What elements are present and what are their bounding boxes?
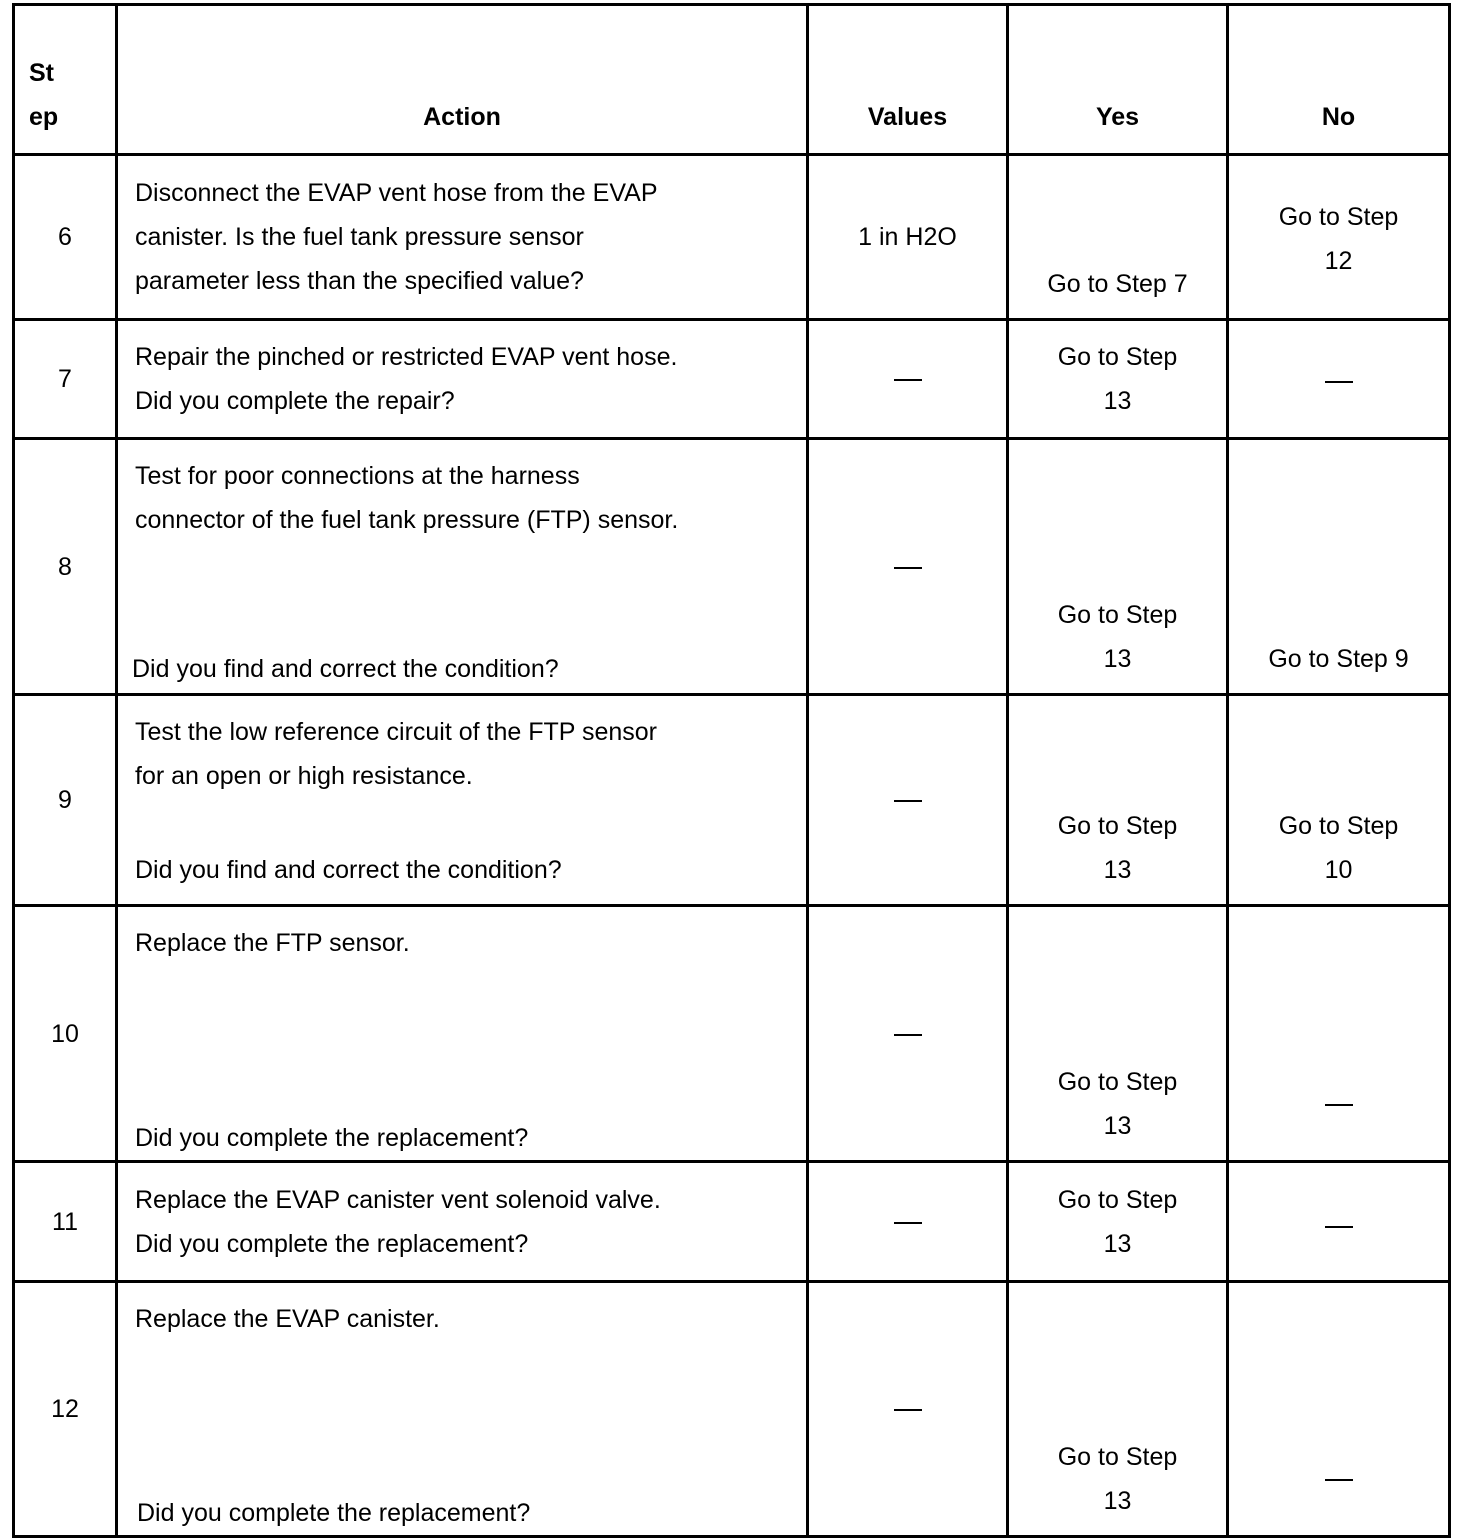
table-row (14, 439, 1450, 695)
diagnostic-table (12, 3, 1451, 1538)
yes-cell: Go to Step 13 (1008, 439, 1228, 695)
dash-glyph (894, 1409, 922, 1411)
header-step: St ep (14, 5, 117, 155)
step-number: 11 (14, 1162, 117, 1282)
dash-glyph (894, 1034, 922, 1036)
action-cell: Test the low reference circuit of the FTP sensor for an open or high resistance. Did you find and correct the condition? (117, 695, 808, 906)
action-cell: Disconnect the EVAP vent hose from the EVAP canister. Is the fuel tank pressure sensor parameter less than the specified value? (117, 155, 808, 320)
header-row (14, 5, 1450, 155)
step-number: 9 (14, 695, 117, 906)
dash-glyph (1325, 1104, 1353, 1106)
yes-cell: Go to Step 13 (1008, 1162, 1228, 1282)
yes-cell: Go to Step 13 (1008, 320, 1228, 439)
dash-glyph (894, 567, 922, 569)
yes-cell: Go to Step 13 (1008, 1282, 1228, 1537)
dash-glyph (1325, 1479, 1353, 1481)
action-question: Did you find and correct the condition? (135, 856, 562, 884)
value-cell (808, 439, 1008, 695)
dash-glyph (1325, 381, 1353, 383)
table-row (14, 1282, 1450, 1537)
step-number: 12 (14, 1282, 117, 1537)
yes-cell: Go to Step 13 (1008, 695, 1228, 906)
value-cell: 1 in H2O (808, 155, 1008, 320)
table-row (14, 320, 1450, 439)
table-row (14, 155, 1450, 320)
action-cell: Test for poor connections at the harness connector of the fuel tank pressure (FTP) sensor. Did you find and correct the condition? (117, 439, 808, 695)
action-cell: Repair the pinched or restricted EVAP vent hose. Did you complete the repair? (117, 320, 808, 439)
value-cell (808, 695, 1008, 906)
header-no: No (1228, 5, 1450, 155)
value-cell (808, 1282, 1008, 1537)
table-row (14, 1162, 1450, 1282)
no-cell (1228, 1282, 1450, 1537)
dash-glyph (1325, 1226, 1353, 1228)
dash-glyph (894, 1222, 922, 1224)
value-cell (808, 906, 1008, 1162)
yes-cell: Go to Step 7 (1008, 155, 1228, 320)
action-question: Did you find and correct the condition? (132, 655, 559, 683)
no-cell (1228, 1162, 1450, 1282)
no-cell: Go to Step 12 (1228, 155, 1450, 320)
header-values: Values (808, 5, 1008, 155)
action-cell: Replace the EVAP canister vent solenoid valve. Did you complete the replacement? (117, 1162, 808, 1282)
step-number: 6 (14, 155, 117, 320)
header-yes: Yes (1008, 5, 1228, 155)
action-cell: Replace the EVAP canister. Did you complete the replacement? (117, 1282, 808, 1537)
no-cell (1228, 320, 1450, 439)
header-action: Action (117, 5, 808, 155)
step-number: 7 (14, 320, 117, 439)
dash-glyph (894, 379, 922, 381)
no-cell: Go to Step 10 (1228, 695, 1450, 906)
action-cell: Replace the FTP sensor. Did you complete the replacement? (117, 906, 808, 1162)
dash-glyph (894, 800, 922, 802)
no-cell: Go to Step 9 (1228, 439, 1450, 695)
step-number: 10 (14, 906, 117, 1162)
yes-cell: Go to Step 13 (1008, 906, 1228, 1162)
step-number: 8 (14, 439, 117, 695)
value-cell (808, 320, 1008, 439)
value-cell (808, 1162, 1008, 1282)
table-row (14, 695, 1450, 906)
no-cell (1228, 906, 1450, 1162)
table-row (14, 906, 1450, 1162)
action-question: Did you complete the replacement? (137, 1499, 531, 1527)
action-question: Did you complete the replacement? (135, 1124, 529, 1152)
